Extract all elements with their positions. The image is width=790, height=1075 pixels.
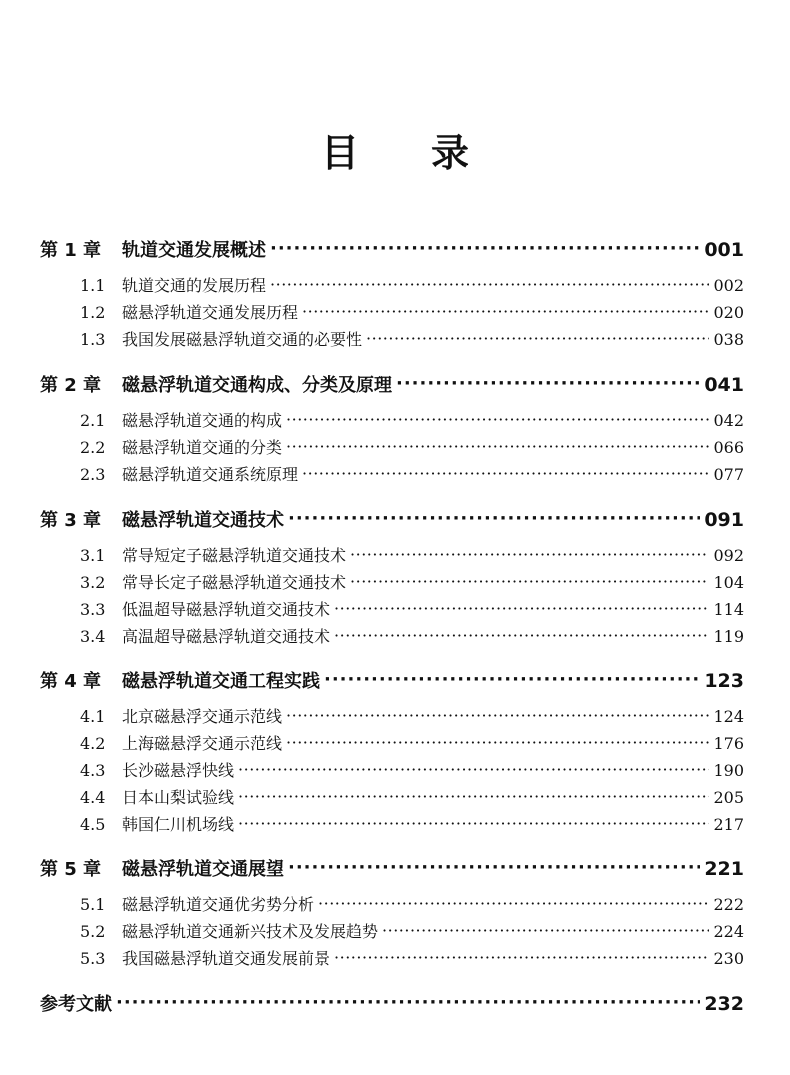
toc-section-row[interactable] xyxy=(0,624,790,647)
toc-page-number: 123 xyxy=(704,670,744,692)
toc-section-row[interactable] xyxy=(0,327,790,350)
dot-leader xyxy=(350,572,709,588)
dot-leader xyxy=(238,814,709,830)
toc-entry-title: 高温超导磁悬浮轨道交通技术 xyxy=(122,627,331,646)
title-char-1: 目 xyxy=(320,130,359,175)
toc-entry-number: 5.1 xyxy=(80,895,106,914)
toc-page-number: 104 xyxy=(713,573,744,592)
toc-entry-number: 5.3 xyxy=(80,949,106,968)
toc-page-number: 001 xyxy=(704,239,744,261)
dot-leader xyxy=(324,669,700,687)
toc-entry-title: 韩国仁川机场线 xyxy=(122,815,235,834)
toc-entry-title: 磁悬浮轨道交通发展历程 xyxy=(122,303,299,322)
dot-leader xyxy=(286,706,709,722)
dot-leader xyxy=(288,508,700,526)
toc-page-number: 020 xyxy=(713,303,744,322)
dot-leader xyxy=(288,857,700,875)
toc-entry-number: 5.2 xyxy=(80,922,106,941)
toc-page-number: 091 xyxy=(704,509,744,531)
toc-entry-number: 4.1 xyxy=(80,707,106,726)
dot-leader xyxy=(382,921,709,937)
toc-section-row[interactable] xyxy=(0,785,790,808)
toc-entry-number: 第 2 章 xyxy=(40,375,102,396)
toc-section-row[interactable] xyxy=(0,273,790,296)
toc-page-number: 232 xyxy=(704,993,744,1015)
toc-entry-number: 第 5 章 xyxy=(40,859,102,880)
dot-leader xyxy=(286,437,709,453)
toc-section-row[interactable] xyxy=(0,408,790,431)
dot-leader xyxy=(318,894,709,910)
dot-leader xyxy=(116,992,700,1010)
toc-entry-number: 2.2 xyxy=(80,438,106,457)
toc-entry-title: 上海磁悬浮交通示范线 xyxy=(122,734,283,753)
toc-page-number: 217 xyxy=(713,815,744,834)
toc-page-number: 221 xyxy=(704,858,744,880)
toc-entry-title: 轨道交通的发展历程 xyxy=(122,276,267,295)
toc-entry-number: 4.2 xyxy=(80,734,106,753)
toc-section-row[interactable] xyxy=(0,812,790,835)
toc-page-number: 119 xyxy=(713,627,744,646)
toc-entry-title: 磁悬浮轨道交通新兴技术及发展趋势 xyxy=(122,922,379,941)
toc-entry-title: 长沙磁悬浮快线 xyxy=(122,761,235,780)
toc-entry-title: 我国磁悬浮轨道交通发展前景 xyxy=(122,949,331,968)
toc-page-number: 176 xyxy=(713,734,744,753)
toc-page-number: 042 xyxy=(713,411,744,430)
toc-entry-number: 1.1 xyxy=(80,276,106,295)
toc-entry-number: 第 1 章 xyxy=(40,240,102,261)
toc-page-number: 092 xyxy=(713,546,744,565)
toc-section-row[interactable] xyxy=(0,462,790,485)
toc-entry-title: 低温超导磁悬浮轨道交通技术 xyxy=(122,600,331,619)
toc-section-row[interactable] xyxy=(0,704,790,727)
toc-entry-number: 3.2 xyxy=(80,573,106,592)
toc-entry-title: 我国发展磁悬浮轨道交通的必要性 xyxy=(122,330,363,349)
toc-page-number: 205 xyxy=(713,788,744,807)
dot-leader xyxy=(238,760,709,776)
toc-entry-number: 1.3 xyxy=(80,330,106,349)
toc-section-row[interactable] xyxy=(0,946,790,969)
dot-leader xyxy=(302,302,709,318)
dot-leader xyxy=(286,733,709,749)
toc-section-row[interactable] xyxy=(0,731,790,754)
dot-leader xyxy=(366,329,709,345)
dot-leader xyxy=(334,948,709,964)
toc-entry-number: 4.5 xyxy=(80,815,106,834)
toc-entry-title: 轨道交通发展概述 xyxy=(122,240,266,261)
toc-entry-number: 3.3 xyxy=(80,600,106,619)
toc-entry-title: 北京磁悬浮交通示范线 xyxy=(122,707,283,726)
toc-section-row[interactable] xyxy=(0,597,790,620)
toc-page-number: 224 xyxy=(713,922,744,941)
page-title xyxy=(0,122,790,177)
dot-leader xyxy=(286,410,709,426)
dot-leader xyxy=(350,545,709,561)
toc-section-row[interactable] xyxy=(0,919,790,942)
toc-page-number: 002 xyxy=(713,276,744,295)
toc-entry-title: 磁悬浮轨道交通展望 xyxy=(122,859,284,880)
toc-entry-number: 2.3 xyxy=(80,465,106,484)
toc-entry-number: 第 3 章 xyxy=(40,510,102,531)
toc-section-row[interactable] xyxy=(0,570,790,593)
toc-entry-number: 4.4 xyxy=(80,788,106,807)
toc-entry-title: 常导长定子磁悬浮轨道交通技术 xyxy=(122,573,347,592)
dot-leader xyxy=(334,599,709,615)
toc-entry-number: 4.3 xyxy=(80,761,106,780)
toc-entry-number: 第 4 章 xyxy=(40,671,102,692)
toc-page-number: 190 xyxy=(713,761,744,780)
toc-chapter-row[interactable] xyxy=(0,506,790,532)
toc-entry-number: 1.2 xyxy=(80,303,106,322)
toc-entry-title: 常导短定子磁悬浮轨道交通技术 xyxy=(122,546,347,565)
toc-page-number: 066 xyxy=(713,438,744,457)
toc-page-number: 041 xyxy=(704,374,744,396)
toc-section-row[interactable] xyxy=(0,892,790,915)
dot-leader xyxy=(238,787,709,803)
dot-leader xyxy=(270,275,709,291)
toc-page-number: 222 xyxy=(713,895,744,914)
toc-entry-title: 参考文献 xyxy=(40,994,112,1015)
toc-section-row[interactable] xyxy=(0,435,790,458)
dot-leader xyxy=(396,373,700,391)
toc-section-row[interactable] xyxy=(0,300,790,323)
dot-leader xyxy=(270,238,700,256)
toc-entry-title: 日本山梨试验线 xyxy=(122,788,235,807)
toc-entry-number: 3.4 xyxy=(80,627,106,646)
toc-chapter-row[interactable] xyxy=(0,371,790,397)
toc-page-number: 077 xyxy=(713,465,744,484)
toc-page-number: 114 xyxy=(713,600,744,619)
toc-entry-title: 磁悬浮轨道交通的构成 xyxy=(122,411,283,430)
toc-entry-title: 磁悬浮轨道交通系统原理 xyxy=(122,465,299,484)
dot-leader xyxy=(302,464,709,480)
toc-page-number: 124 xyxy=(713,707,744,726)
toc-page-number: 038 xyxy=(713,330,744,349)
title-char-2: 录 xyxy=(431,130,470,175)
dot-leader xyxy=(334,626,709,642)
toc-chapter-row[interactable] xyxy=(0,667,790,693)
toc-entry-title: 磁悬浮轨道交通构成、分类及原理 xyxy=(122,375,392,396)
toc-section-row[interactable] xyxy=(0,758,790,781)
toc-section-row[interactable] xyxy=(0,543,790,566)
toc-entry-title: 磁悬浮轨道交通技术 xyxy=(122,510,284,531)
toc-page-number: 230 xyxy=(713,949,744,968)
toc-entry-number: 2.1 xyxy=(80,411,106,430)
toc-chapter-row[interactable] xyxy=(0,855,790,881)
toc-entry-title: 磁悬浮轨道交通工程实践 xyxy=(122,671,320,692)
toc-chapter-row[interactable] xyxy=(0,990,790,1016)
toc-entry-title: 磁悬浮轨道交通的分类 xyxy=(122,438,283,457)
toc-entry-number: 3.1 xyxy=(80,546,106,565)
toc-chapter-row[interactable] xyxy=(0,236,790,262)
toc-entry-title: 磁悬浮轨道交通优劣势分析 xyxy=(122,895,315,914)
